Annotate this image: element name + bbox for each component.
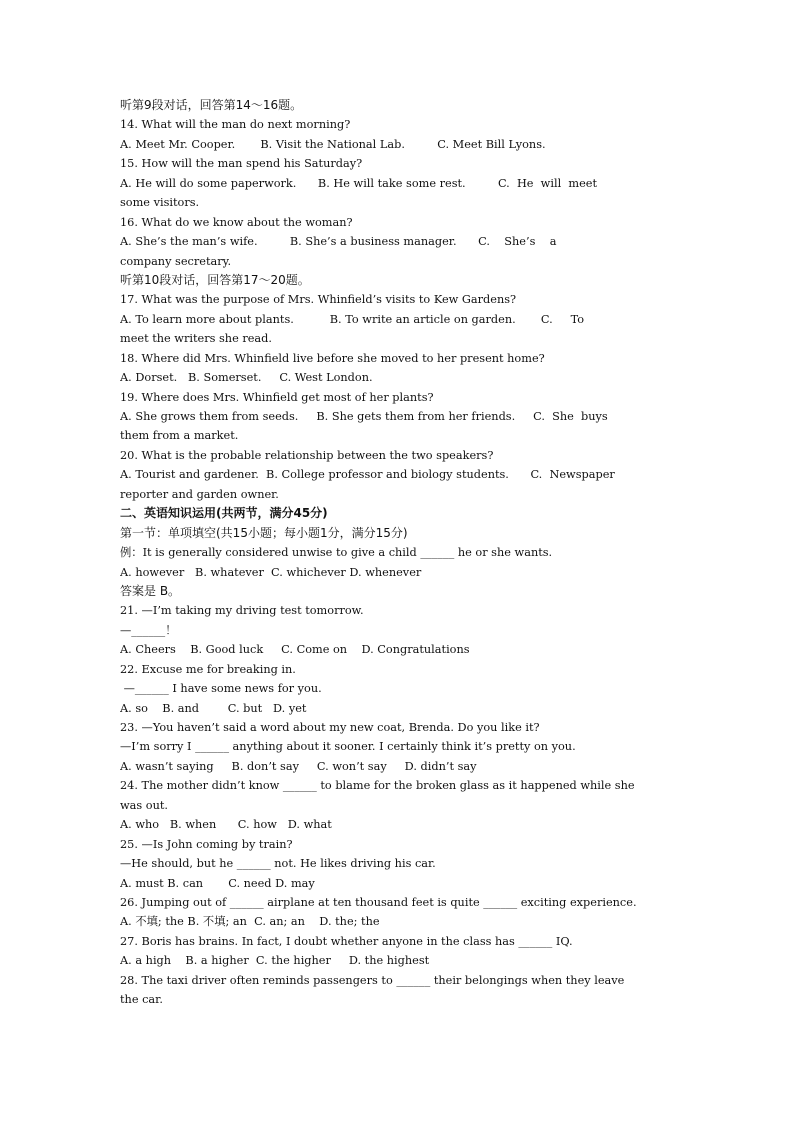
options-22: A. so B. and C. but D. yet [120, 701, 307, 715]
question-27: 27. Boris has brains. In fact, I doubt whether anyone in the class has ______ IQ. [120, 934, 573, 948]
options-17: A. To learn more about plants. B. To write an article on garden. C. To [120, 312, 585, 326]
part-heading: 二、英语知识运用(共两节，满分45分) [120, 506, 328, 521]
options-26: A. 不填; the B. 不填; an C. an; an D. the; the [120, 915, 380, 929]
options-23: A. wasn’t saying B. don’t say C. won’t say D. didn’t say [120, 759, 477, 773]
example-question: 例：It is generally considered unwise to give a child ______ he or she wants. [120, 546, 553, 560]
options-20: A. Tourist and gardener. B. College professor and biology students. C. Newspaper [120, 468, 615, 482]
subsection-heading: 第一节：单项填空(共15小题；每小题1分，满分15分) [120, 525, 408, 540]
options-16: A. She’s the man’s wife. B. She’s a business manager. C. She’s a [120, 235, 557, 249]
options-15-cont: some visitors. [120, 196, 200, 210]
question-18: 18. Where did Mrs. Whinfield live before she moved to her present home? [120, 351, 545, 365]
section-heading: 听第9段对话，回答第14～16题。 [120, 98, 303, 112]
question-17: 17. What was the purpose of Mrs. Whinfield’s visits to Kew Gardens? [120, 293, 517, 307]
question-14: 14. What will the man do next morning? [120, 118, 351, 132]
options-17-cont: meet the writers she read. [120, 332, 272, 346]
question-21: 21. —I’m taking my driving test tomorrow. [120, 604, 364, 618]
question-28-cont: the car. [120, 993, 163, 1007]
question-23-reply: —I’m sorry I ______ anything about it sooner. I certainly think it’s pretty on you. [120, 740, 576, 754]
question-25: 25. —Is John coming by train? [120, 837, 293, 851]
question-21-reply: —______！ [120, 623, 177, 637]
options-24: A. who B. when C. how D. what [120, 818, 332, 832]
question-22: 22. Excuse me for breaking in. [120, 662, 296, 676]
section-heading: 听第10段对话，回答第17～20题。 [120, 272, 310, 287]
options-21: A. Cheers B. Good luck C. Come on D. Congratulations [120, 643, 470, 657]
question-16: 16. What do we know about the woman? [120, 215, 353, 229]
options-20-cont: reporter and garden owner. [120, 487, 279, 501]
question-24: 24. The mother didn’t know ______ to blame for the broken glass as it happened while she [120, 779, 635, 793]
options-19: A. She grows them from seeds. B. She gets them from her friends. C. She buys [120, 410, 608, 423]
options-14: A. Meet Mr. Cooper. B. Visit the National Lab. C. Meet Bill Lyons. [120, 137, 546, 151]
options-27: A. a high B. a higher C. the higher D. the highest [120, 954, 430, 968]
options-25: A. must B. can C. need D. may [120, 876, 315, 890]
example-answer: 答案是 B。 [120, 583, 181, 598]
example-options: A. however B. whatever C. whichever D. whenever [120, 565, 422, 579]
exam-page [120, 96, 676, 1010]
options-16-cont: company secretary. [120, 254, 232, 268]
question-24-cont: was out. [120, 798, 169, 812]
options-15: A. He will do some paperwork. B. He will take some rest. C. He will meet [120, 176, 597, 190]
question-22-reply: —______ I have some news for you. [120, 682, 322, 696]
options-18: A. Dorset. B. Somerset. C. West London. [120, 371, 373, 385]
question-20: 20. What is the probable relationship between the two speakers? [120, 448, 494, 462]
question-23: 23. —You haven’t said a word about my new coat, Brenda. Do you like it? [120, 721, 540, 734]
question-15: 15. How will the man spend his Saturday? [120, 157, 363, 171]
question-26: 26. Jumping out of ______ airplane at ten thousand feet is quite ______ exciting experience. [120, 895, 637, 909]
options-19-cont: them from a market. [120, 429, 239, 443]
question-28: 28. The taxi driver often reminds passengers to ______ their belongings when they leave [120, 973, 625, 987]
question-19: 19. Where does Mrs. Whinfield get most of her plants? [120, 390, 434, 404]
question-25-reply: —He should, but he ______ not. He likes driving his car. [120, 857, 436, 871]
